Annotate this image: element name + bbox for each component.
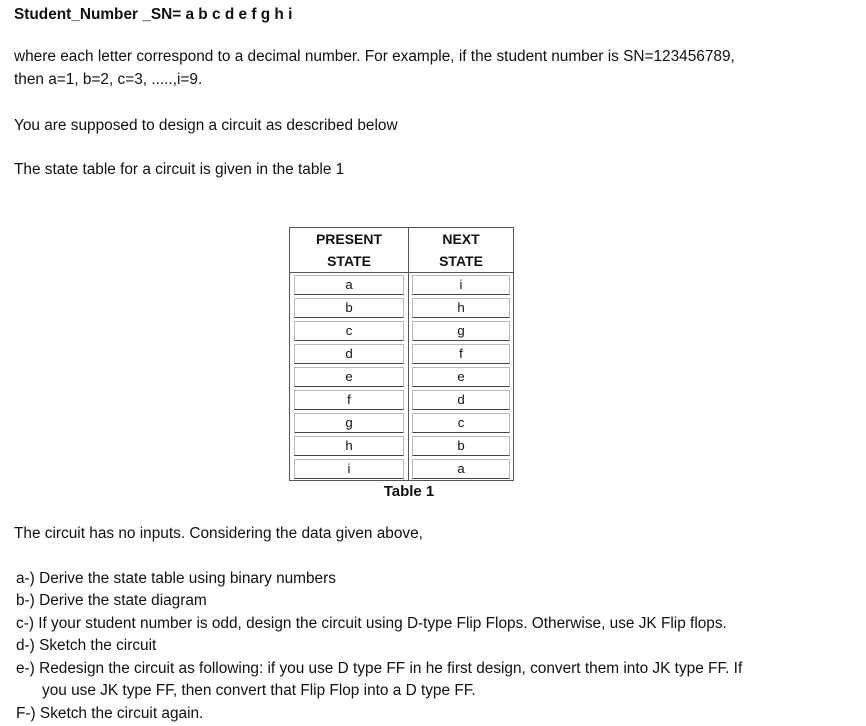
present-state-value: h [294,436,405,456]
next-state-cell [409,457,514,481]
next-state-cell [409,273,514,297]
next-state-value: h [412,298,510,318]
next-state-value: c [412,413,510,433]
present-header-line1: PRESENT [315,231,383,247]
question-f: F-) Sketch the circuit again. [16,705,204,722]
present-state-cell [290,319,409,342]
next-state-cell [409,411,514,434]
table-header-row [290,228,514,273]
present-state-cell [290,388,409,411]
design-instruction: You are supposed to design a circuit as described below [14,117,398,134]
next-state-value: e [412,367,510,387]
next-state-value: b [412,436,510,456]
table-row [290,296,514,319]
present-state-cell [290,342,409,365]
present-state-cell [290,296,409,319]
table-row [290,319,514,342]
next-state-value: g [412,321,510,341]
present-header-line2: STATE [327,253,371,269]
present-state-value: a [294,275,405,295]
next-state-value: i [412,275,510,295]
table-intro: The state table for a circuit is given in the table 1 [14,161,345,178]
next-state-value: d [412,390,510,410]
table-row [290,434,514,457]
present-state-cell [290,457,409,481]
present-state-value: f [294,390,405,410]
question-a: a-) Derive the state table using binary numbers [16,570,336,587]
next-state-cell [409,434,514,457]
question-e-line1: e-) Redesign the circuit as following: if you use D type FF in he first design, convert them into JK type FF. If [16,660,743,677]
next-state-cell [409,296,514,319]
present-state-value: e [294,367,405,387]
next-header-line1: NEXT [442,231,480,247]
next-state-cell [409,388,514,411]
present-state-cell [290,434,409,457]
state-table [289,227,514,481]
intro-line-1: where each letter correspond to a decimal number. For example, if the student number is SN=123456789, [14,48,735,65]
heading: Student_Number _SN= a b c d e f g h i [14,6,293,23]
table-row [290,411,514,434]
next-state-cell [409,342,514,365]
table-row [290,365,514,388]
table-row [290,273,514,297]
table-row [290,457,514,481]
table-row [290,342,514,365]
next-state-cell [409,319,514,342]
table-row [290,388,514,411]
next-header-line2: STATE [439,253,483,269]
present-state-value: b [294,298,405,318]
present-state-cell [290,411,409,434]
present-state-value: d [294,344,405,364]
present-state-value: i [294,459,405,479]
no-inputs-line: The circuit has no inputs. Considering the data given above, [14,525,423,542]
present-state-value: g [294,413,405,433]
next-state-header [409,228,514,273]
present-state-value: c [294,321,405,341]
present-state-cell [290,273,409,297]
question-b: b-) Derive the state diagram [16,592,207,609]
table-caption: Table 1 [383,483,435,500]
next-state-value: a [412,459,510,479]
next-state-value: f [412,344,510,364]
next-state-cell [409,365,514,388]
question-c: c-) If your student number is odd, design the circuit using D-type Flip Flops. Otherwise, use JK Flip flops. [16,615,727,632]
present-state-header [290,228,409,273]
question-e-line2: you use JK type FF, then convert that Flip Flop into a D type FF. [42,682,476,699]
present-state-cell [290,365,409,388]
question-d: d-) Sketch the circuit [16,637,157,654]
intro-line-2: then a=1, b=2, c=3, .....,i=9. [14,71,203,88]
